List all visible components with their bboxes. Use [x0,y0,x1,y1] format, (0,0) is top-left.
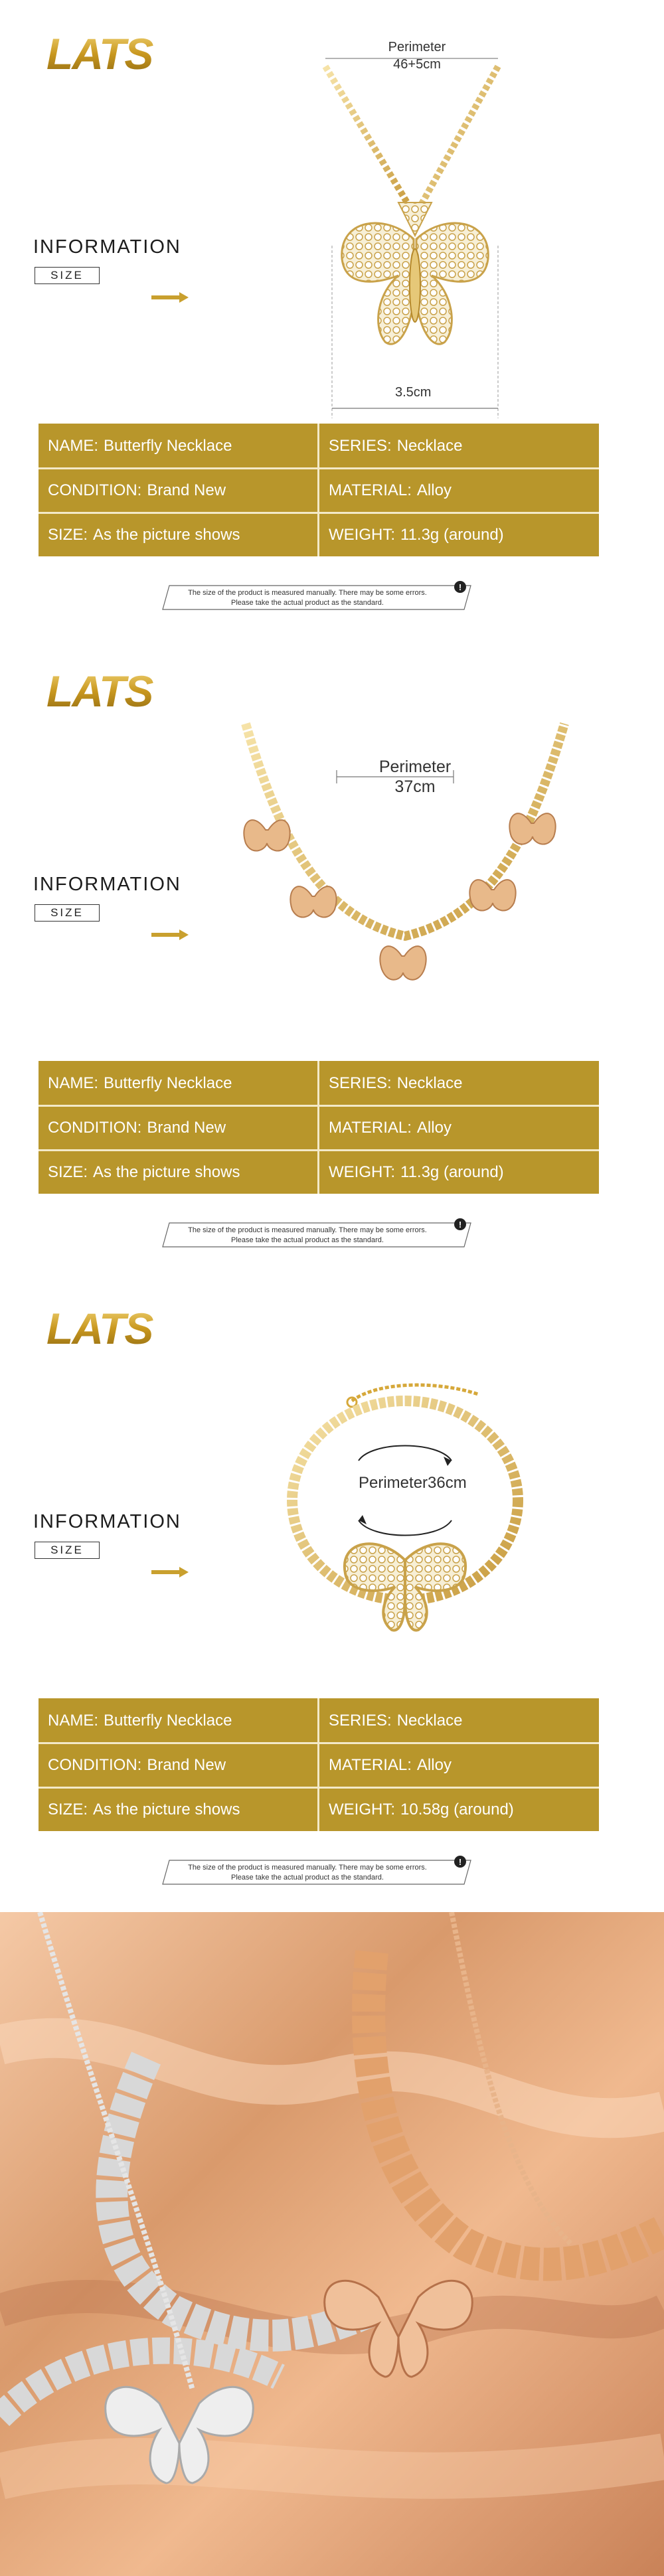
perimeter-label: Perimeter36cm [359,1474,467,1492]
perimeter-label [372,757,458,797]
svg-text:LATS: LATS [46,1304,153,1352]
spec-series: SERIES: Necklace [329,1712,463,1730]
product-section-3 [0,1275,664,1912]
spec-name: NAME: Butterfly Necklace [48,1074,232,1092]
product-section-2 [0,637,664,1275]
note-line-2: Please take the actual product as the standard. [231,599,384,607]
butterfly-pendant-image [299,46,525,418]
spec-material: MATERIAL: Alloy [329,481,452,499]
width-label: 3.5cm [395,385,432,400]
svg-text:LATS: LATS [46,667,153,714]
svg-text:!: ! [458,1220,462,1230]
spec-table [39,424,599,556]
spec-material: MATERIAL: Alloy [329,1756,452,1774]
perimeter-value: 46+5cm [393,57,441,72]
brand-logo [46,1304,193,1352]
svg-text:!: ! [458,582,462,592]
spec-table [39,1698,599,1831]
brand-logo [46,667,193,714]
size-tag: SIZE [35,267,100,284]
butterfly-bracelet-image [266,1341,544,1653]
spec-size: SIZE: As the picture shows [48,1801,240,1818]
information-heading: INFORMATION [33,1511,181,1532]
spec-weight: WEIGHT: 11.3g (around) [329,1163,504,1181]
arrow-right-icon [151,292,189,303]
information-heading: INFORMATION [33,874,181,895]
spec-condition: CONDITION: Brand New [48,1756,226,1774]
perimeter-title: Perimeter [378,758,452,776]
note-line-1: The size of the product is measured manually. There may be some errors. [188,1226,427,1234]
spec-series: SERIES: Necklace [329,437,463,455]
perimeter-label [377,39,457,73]
spec-material: MATERIAL: Alloy [329,1119,452,1137]
spec-name: NAME: Butterfly Necklace [48,437,232,455]
spec-size: SIZE: As the picture shows [48,1163,240,1181]
perimeter-value: 37cm [394,777,436,796]
spec-size: SIZE: As the picture shows [48,526,240,544]
svg-text:!: ! [458,1857,462,1867]
size-tag: SIZE [35,1542,100,1559]
arrow-right-icon [151,1567,189,1577]
note-line-1: The size of the product is measured manually. There may be some errors. [188,1864,427,1872]
information-heading: INFORMATION [33,236,181,258]
lifestyle-photo [0,1912,664,2576]
measurement-note [161,580,473,612]
note-line-1: The size of the product is measured manually. There may be some errors. [188,589,427,597]
brand-logo [46,29,193,77]
arrow-right-icon [151,929,189,940]
svg-text:LATS: LATS [46,29,153,77]
note-line-2: Please take the actual product as the standard. [231,1874,384,1882]
perimeter-title: Perimeter [388,40,446,54]
spec-table [39,1061,599,1194]
product-section-1 [0,0,664,637]
spec-condition: CONDITION: Brand New [48,1119,226,1137]
spec-weight: WEIGHT: 10.58g (around) [329,1801,514,1818]
measurement-note [161,1218,473,1249]
measurement-note [161,1855,473,1887]
spec-weight: WEIGHT: 11.3g (around) [329,526,504,544]
size-tag: SIZE [35,904,100,922]
spec-condition: CONDITION: Brand New [48,481,226,499]
spec-name: NAME: Butterfly Necklace [48,1712,232,1730]
note-line-2: Please take the actual product as the standard. [231,1236,384,1244]
spec-series: SERIES: Necklace [329,1074,463,1092]
